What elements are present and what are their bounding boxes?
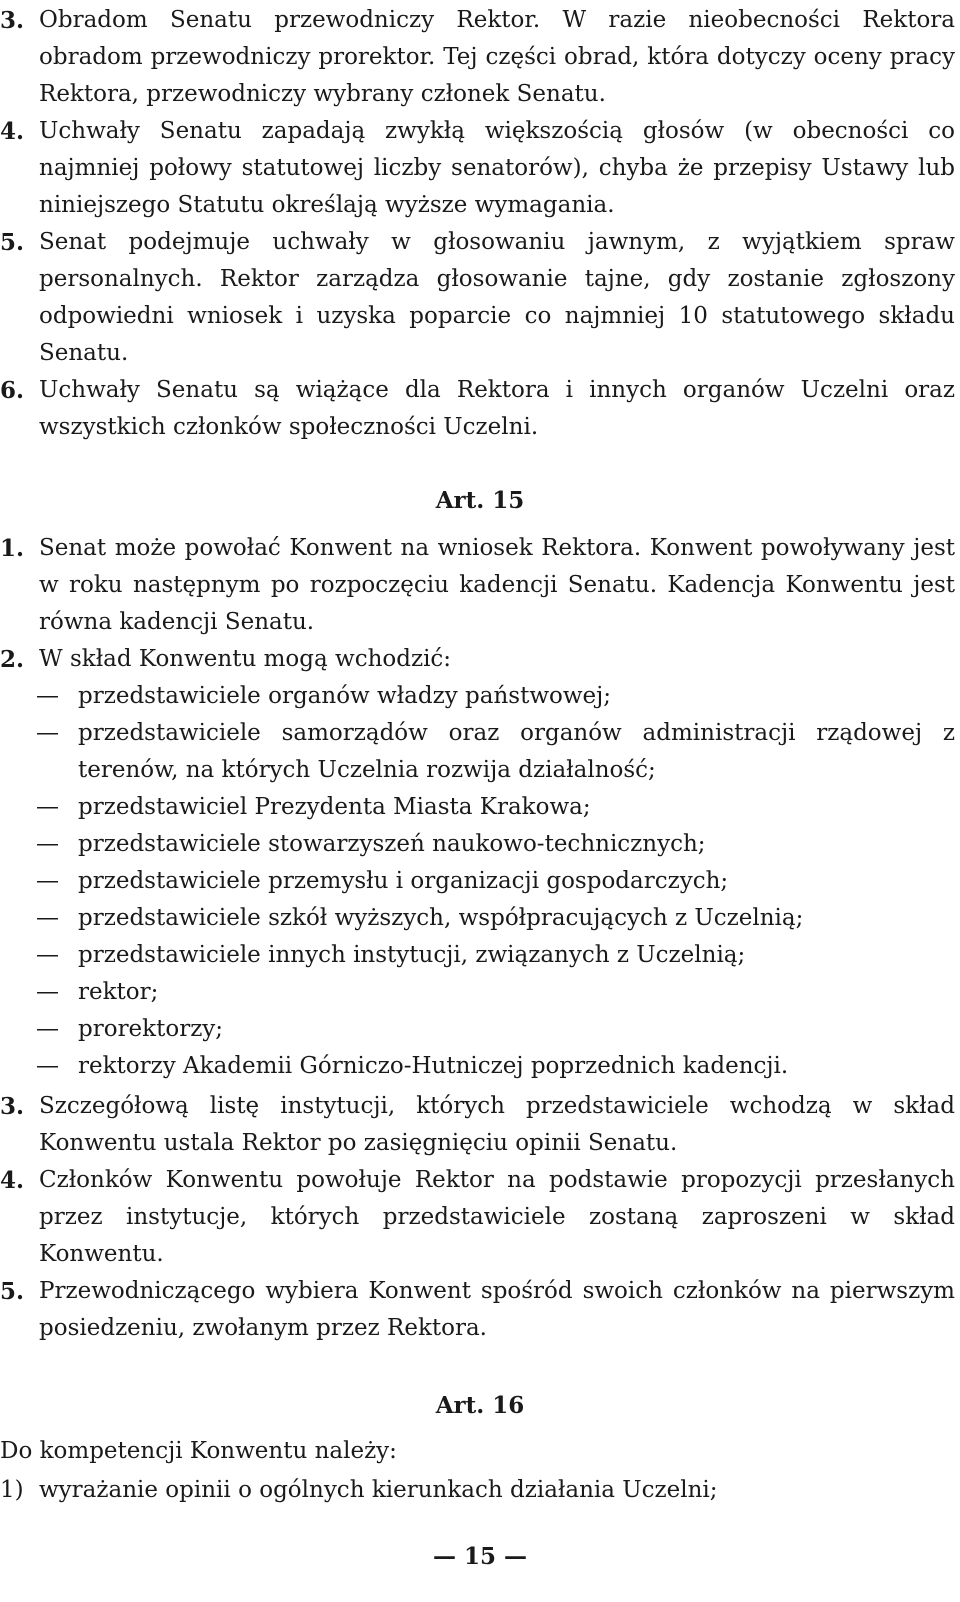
item-number: 6. [0,377,25,404]
item-text: wyrażanie opinii o ogólnych kierunkach działania Uczelni; [39,1477,718,1503]
item-number: 3. [0,7,25,34]
dash-list-item [0,937,955,974]
dash-item-text: przedstawiciele przemysłu i organizacji gospodarczych; [78,868,729,894]
art14-item-5 [0,224,955,372]
item-number: 2. [0,646,25,673]
em-dash: — [36,831,59,857]
dash-item-text: przedstawiciel Prezydenta Miasta Krakowa; [78,794,591,820]
item-text: Uchwały Senatu są wiążące dla Rektora i innych organów Uczelni oraz wszystkich członków społeczności Uczelni. [39,377,955,440]
page-number: — 15 — [432,1543,528,1570]
em-dash: — [36,868,59,894]
art14-item-3 [0,2,955,113]
dash-list-item [0,1011,955,1048]
dash-list-item [0,863,955,900]
dash-item-text: rektorzy Akademii Górniczo-Hutniczej poprzednich kadencji. [78,1053,789,1079]
item-number: 4. [0,118,25,145]
item-text: Przewodniczącego wybiera Konwent spośród swoich członków na pierwszym posiedzeniu, zwołanym przez Rektora. [39,1278,955,1341]
em-dash: — [36,942,59,968]
art15-item-2 [0,641,955,678]
item-number: 1) [0,1477,24,1503]
em-dash: — [36,794,59,820]
dash-item-text: prorektorzy; [78,1016,224,1042]
em-dash: — [36,1053,59,1079]
dash-item-text: przedstawiciele szkół wyższych, współpracujących z Uczelnią; [78,905,804,931]
em-dash: — [36,683,59,709]
em-dash: — [36,720,59,746]
art15-item-3 [0,1088,955,1162]
dash-list-item [0,1048,955,1085]
dash-item-text: przedstawiciele innych instytucji, związanych z Uczelnią; [78,942,746,968]
dash-item-text: przedstawiciele organów władzy państwowej; [78,683,612,709]
art16-intro: Do kompetencji Konwentu należy: [0,1438,397,1464]
dash-list-item [0,974,955,1011]
art14-item-4 [0,113,955,224]
item-number: 5. [0,1278,25,1305]
item-text: Senat podejmuje uchwały w głosowaniu jawnym, z wyjątkiem spraw personalnych. Rektor zarządza głosowanie tajne, gdy zostanie zgłoszony odpowiedni wniosek i uzyska poparcie co najmniej 10 statutowego składu Senatu. [39,229,955,366]
dash-item-text: przedstawiciele samorządów oraz organów administracji rządowej z terenów, na których Uczelnia rozwija działalność; [78,720,955,783]
art14-item-6 [0,372,955,446]
item-text: W skład Konwentu mogą wchodzić: [39,646,452,672]
item-text: Senat może powołać Konwent na wniosek Rektora. Konwent powoływany jest w roku następnym po rozpoczęciu kadencji Senatu. Kadencja Konwentu jest równa kadencji Senatu. [39,535,955,635]
dash-list-item [0,678,955,715]
dash-item-text: rektor; [78,979,159,1005]
dash-list-item [0,789,955,826]
item-text: Członków Konwentu powołuje Rektor na podstawie propozycji przesłanych przez instytucje, których przedstawiciele zostaną zaproszeni w skład Konwentu. [39,1167,955,1267]
art16-heading: Art. 16 [435,1392,525,1419]
item-number: 3. [0,1093,25,1120]
item-number: 1. [0,535,25,562]
art15-item-1 [0,530,955,641]
art15-item-5 [0,1273,955,1347]
dash-item-text: przedstawiciele stowarzyszeń naukowo-technicznych; [78,831,706,857]
em-dash: — [36,979,59,1005]
item-number: 4. [0,1167,25,1194]
dash-list-item [0,900,955,937]
item-text: Uchwały Senatu zapadają zwykłą większością głosów (w obecności co najmniej połowy statutowej liczby senatorów), chyba że przepisy Ustawy lub niniejszego Statutu określają wyższe wymagania. [39,118,955,218]
dash-list-item [0,826,955,863]
art16-item-1 [0,1472,955,1509]
art15-heading: Art. 15 [435,487,525,514]
art15-item-4 [0,1162,955,1273]
item-text: Szczegółową listę instytucji, których przedstawiciele wchodzą w skład Konwentu ustala Rektor po zasięgnięciu opinii Senatu. [39,1093,955,1156]
item-text: Obradom Senatu przewodniczy Rektor. W razie nieobecności Rektora obradom przewodniczy prorektor. Tej części obrad, która dotyczy oceny pracy Rektora, przewodniczy wybrany członek Senatu. [39,7,955,107]
dash-list-item [0,715,955,789]
em-dash: — [36,1016,59,1042]
em-dash: — [36,905,59,931]
item-number: 5. [0,229,25,256]
